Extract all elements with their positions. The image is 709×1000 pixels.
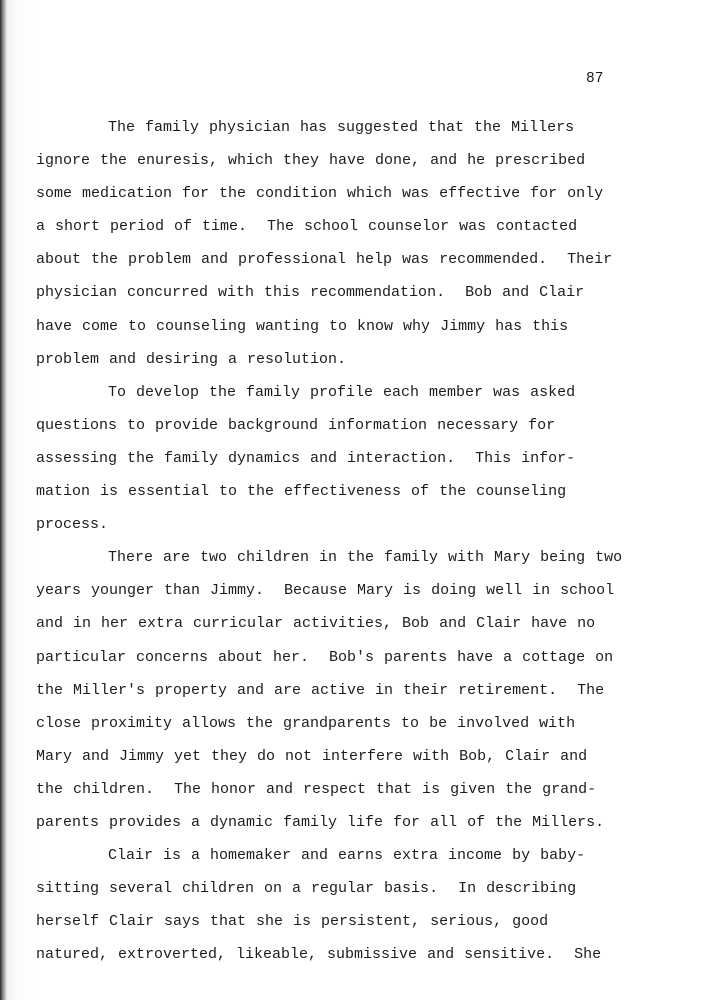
text-line: herself Clair says that she is persistent, serious, good	[36, 913, 549, 931]
text-line: ignore the enuresis, which they have done, and he prescribed	[36, 152, 586, 170]
text-line: some medication for the condition which was effective for only	[36, 185, 604, 203]
text-line: years younger than Jimmy. Because Mary is doing well in school	[36, 582, 615, 600]
text-line: about the problem and professional help was recommended. Their	[36, 251, 613, 269]
text-line: process.	[36, 516, 109, 534]
text-line: natured, extroverted, likeable, submissive and sensitive. She	[36, 946, 602, 964]
text-line: the children. The honor and respect that is given the grand-	[36, 780, 597, 798]
text-line: problem and desiring a resolution.	[36, 350, 347, 368]
text-line: close proximity allows the grandparents to be involved with	[36, 714, 576, 732]
text-line: and in her extra curricular activities, Bob and Clair have no	[36, 615, 596, 633]
text-line: sitting several children on a regular basis. In describing	[36, 880, 577, 898]
text-line: physician concurred with this recommendation. Bob and Clair	[36, 284, 585, 302]
text-line: Mary and Jimmy yet they do not interfere with Bob, Clair and	[36, 747, 588, 765]
text-line: have come to counseling wanting to know why Jimmy has this	[36, 317, 569, 335]
body-text	[36, 116, 676, 976]
page-number: 87	[586, 71, 604, 87]
text-line: the Miller's property and are active in their retirement. The	[36, 681, 605, 699]
text-line: Clair is a homemaker and earns extra income by baby-	[108, 847, 586, 865]
text-line: To develop the family profile each member was asked	[108, 383, 576, 401]
text-line: particular concerns about her. Bob's parents have a cottage on	[36, 648, 614, 666]
text-line: mation is essential to the effectiveness of the counseling	[36, 483, 567, 501]
text-line: parents provides a dynamic family life for all of the Millers.	[36, 813, 605, 831]
text-line: There are two children in the family with Mary being two	[108, 549, 623, 567]
text-line: questions to provide background information necessary for	[36, 416, 556, 434]
text-line: The family physician has suggested that the Millers	[108, 119, 575, 136]
text-line: a short period of time. The school counselor was contacted	[36, 218, 578, 236]
text-line: assessing the family dynamics and interaction. This infor-	[36, 449, 576, 467]
